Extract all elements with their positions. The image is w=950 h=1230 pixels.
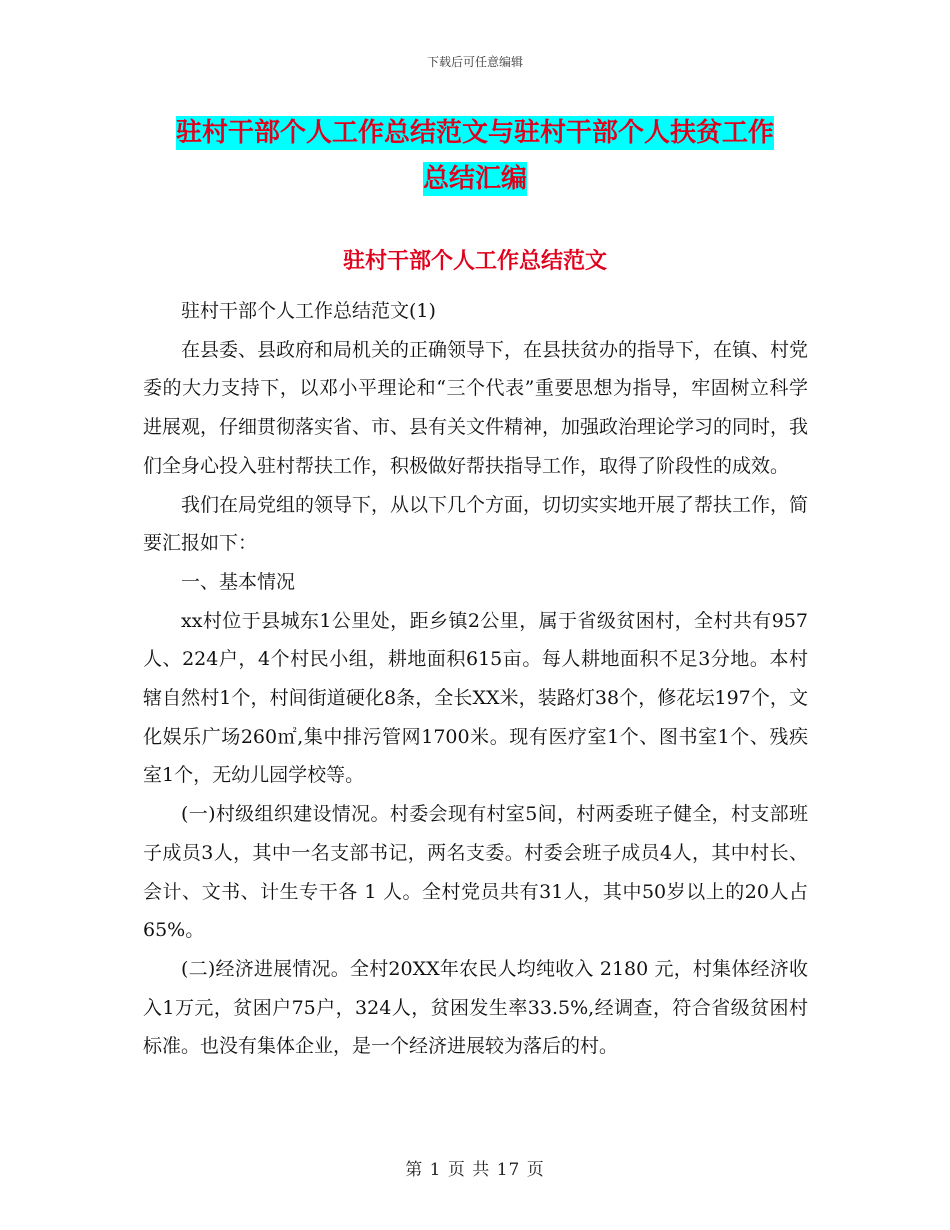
paragraph: 一、基本情况 bbox=[181, 570, 296, 593]
paragraph: 在县委、县政府和局机关的正确领导下，在县扶贫办的指导下，在镇、村党委的大力支持下，以邓小平理论和“三个代表”重要思想为指导，牢固树立科学进展观，仔细贯彻落实省、市、县有关文件精神，加强政治理论学习的同时，我们全身心投入驻村帮扶工作，积极做好帮扶指导工作，取得了阶段性的成效。 bbox=[143, 338, 809, 477]
paragraph: xx村位于县城东1公里处，距乡镇2公里，属于省级贫困村，全村共有957人、224户，4个村民小组，耕地面积615亩。每人耕地面积不足3分地。本村辖自然村1个，村间街道硬化8条，全长XX米，装路灯38个，修花坛197个，文化娱乐广场260㎡,集中排污管网1700米。现有医疗室1个、图书室1个、残疾室1个，无幼儿园学校等。 bbox=[143, 609, 808, 787]
page-header-note: 下载后可任意编辑 bbox=[426, 55, 523, 69]
page-number-footer: 第 1 页 共 17 页 bbox=[405, 1160, 545, 1180]
paragraph: 驻村干部个人工作总结范文(1) bbox=[181, 300, 436, 322]
paragraph: (一)村级组织建设情况。村委会现有村室5间，村两委班子健全，村支部班子成员3人，其中一名支部书记，两名支委。村委会班子成员4人，其中村长、会计、文书、计生专干各 1 人。全村党员共有31人，其中50岁以上的20人占65%。 bbox=[143, 803, 808, 942]
title-line-1: 驻村干部个人工作总结范文与驻村干部个人扶贫工作 bbox=[175, 118, 774, 148]
paragraph: (二)经济进展情况。全村20XX年农民人均纯收入 2180 元，村集体经济收入1万元，贫困户75户，324人，贫困发生率33.5%,经调查，符合省级贫困村标准。也没有集体企业，是一个经济进展较为落后的村。 bbox=[143, 957, 808, 1058]
document-title bbox=[145, 110, 805, 202]
document-body bbox=[143, 292, 808, 1066]
section-title: 驻村干部个人工作总结范文 bbox=[342, 248, 607, 274]
title-line-2: 总结汇编 bbox=[422, 164, 527, 194]
paragraph: 我们在局党组的领导下，从以下几个方面，切切实实地开展了帮扶工作，简要汇报如下： bbox=[143, 493, 809, 555]
